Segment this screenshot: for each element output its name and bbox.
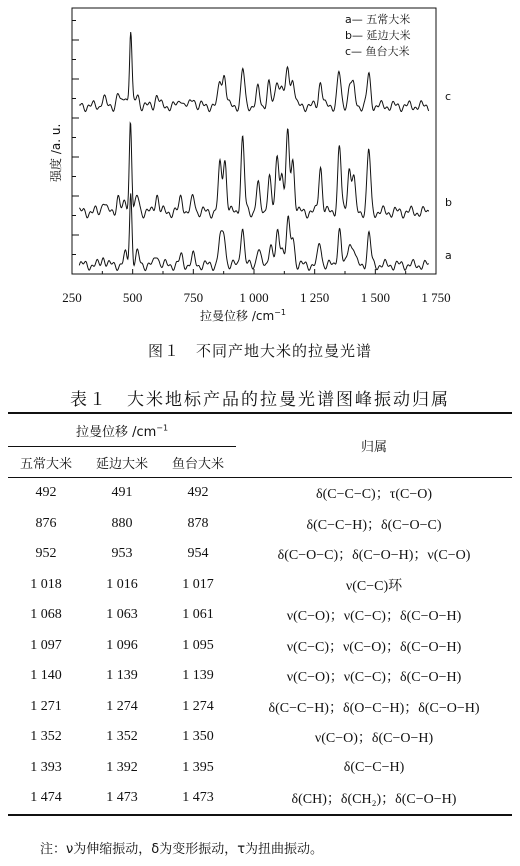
shift-cell: 492 bbox=[187, 485, 209, 501]
attribution-cell: ν(C−O)；δ(C−O−H) bbox=[314, 731, 434, 747]
col-header-wuchang: 五常大米 bbox=[8, 447, 84, 478]
x-tick-label: 750 bbox=[183, 290, 204, 305]
shift-cell: 1 474 bbox=[8, 783, 84, 815]
table-note: 注：ν为伸缩振动，δ为变形振动，τ为扭曲振动。 bbox=[40, 842, 324, 857]
attribution-cell: δ(C−O−C)；δ(C−O−H)；ν(C−O) bbox=[277, 548, 471, 564]
spectrum-line-a bbox=[79, 193, 428, 270]
table-row bbox=[8, 783, 512, 815]
figure-caption: 图１ 不同产地大米的拉曼光谱 bbox=[147, 342, 372, 360]
y-axis-label: 强度 /a. u. bbox=[49, 123, 63, 182]
curve-label-a: a bbox=[445, 249, 452, 262]
shift-cell: 1 018 bbox=[30, 576, 62, 592]
shift-cell: 952 bbox=[35, 546, 57, 562]
shift-cell: 1 392 bbox=[106, 759, 138, 775]
shift-cell: 1 274 bbox=[182, 698, 214, 714]
shift-cell: 1 061 bbox=[182, 607, 214, 623]
attribution-cell: ν(C−C)；ν(C−O)；δ(C−O−H) bbox=[286, 639, 462, 655]
raman-peak-table bbox=[8, 412, 512, 816]
shift-cell: 878 bbox=[187, 515, 209, 531]
shift-cell: 1 274 bbox=[106, 698, 138, 714]
shift-cell: 1 063 bbox=[106, 607, 138, 623]
spectra-lines bbox=[79, 32, 428, 271]
shift-cell: 1 395 bbox=[182, 759, 214, 775]
raman-spectrum-chart bbox=[0, 0, 520, 340]
shift-cell: 491 bbox=[111, 485, 133, 501]
table-title: 表１ 大米地标产品的拉曼光谱图峰振动归属 bbox=[70, 390, 450, 410]
shift-cell: 1 140 bbox=[30, 668, 62, 684]
shift-cell: 1 393 bbox=[30, 759, 62, 775]
shift-cell: 1 473 bbox=[84, 783, 160, 815]
x-tick-label: 1 750 bbox=[421, 290, 451, 305]
shift-group-header: 拉曼位移 $/cm^{-1}$ bbox=[8, 413, 236, 447]
attribution-cell: δ(C−C−H)；δ(C−O−C) bbox=[306, 517, 442, 533]
table-row bbox=[8, 539, 512, 570]
table-row bbox=[8, 570, 512, 601]
x-tick-label: 1 500 bbox=[360, 290, 390, 305]
legend-entry-c: c— 鱼台大米 bbox=[345, 45, 410, 58]
table-row bbox=[8, 722, 512, 753]
attribution-cell: ν(C−O)；ν(C−C)；δ(C−O−H) bbox=[286, 609, 462, 625]
col-header-yanbian: 延边大米 bbox=[84, 447, 160, 478]
attribution-cell: ν(C−C)环 bbox=[345, 578, 403, 594]
shift-cell: 1 350 bbox=[182, 729, 214, 745]
table-body bbox=[8, 478, 512, 815]
shift-cell: 1 068 bbox=[30, 607, 62, 623]
y-axis-ticks bbox=[72, 21, 79, 255]
shift-cell: 1 473 bbox=[160, 783, 236, 815]
x-tick-label: 1 250 bbox=[300, 290, 330, 305]
legend-entry-a: a— 五常大米 bbox=[345, 13, 411, 26]
table-row bbox=[8, 509, 512, 540]
table-row bbox=[8, 753, 512, 784]
shift-cell: 1 096 bbox=[106, 637, 138, 653]
legend bbox=[345, 12, 410, 58]
shift-cell: 1 139 bbox=[182, 668, 214, 684]
curve-label-b: b bbox=[445, 196, 452, 209]
attribution-cell: δ(C−C−H) bbox=[343, 759, 405, 775]
shift-cell: 1 352 bbox=[106, 729, 138, 745]
col-header-yutai: 鱼台大米 bbox=[160, 447, 236, 478]
attribution-header: 归属 bbox=[236, 413, 512, 478]
x-tick-label: 1 000 bbox=[239, 290, 269, 305]
curve-labels bbox=[445, 90, 452, 262]
legend-entry-b: b— 延边大米 bbox=[345, 29, 411, 42]
attribution-cell: δ(C−C−H)；δ(O−C−H)；δ(C−O−H) bbox=[268, 700, 480, 716]
spectrum-line-c bbox=[79, 32, 428, 112]
shift-cell: 1 271 bbox=[30, 698, 62, 714]
shift-cell: 1 352 bbox=[30, 729, 62, 745]
x-axis-label: 拉曼位移 $/cm^{-1}$ bbox=[200, 308, 286, 323]
shift-cell: 880 bbox=[111, 515, 133, 531]
shift-cell: 1 017 bbox=[182, 576, 214, 592]
attribution-cell: δ(CH)；δ(CH₂)；δ(C−O−H) bbox=[236, 783, 512, 815]
x-tick-label: 500 bbox=[122, 290, 143, 305]
shift-cell: 1 095 bbox=[182, 637, 214, 653]
attribution-cell: ν(C−O)；ν(C−C)；δ(C−O−H) bbox=[286, 670, 462, 686]
shift-cell: 954 bbox=[187, 546, 209, 562]
attribution-cell: δ(C−C−C)；τ(C−O) bbox=[315, 487, 433, 503]
x-axis-label-sup: −1 bbox=[274, 308, 286, 317]
shift-cell: 1 016 bbox=[106, 576, 138, 592]
table-row bbox=[8, 478, 512, 509]
shift-cell: 1 097 bbox=[30, 637, 62, 653]
shift-cell: 492 bbox=[35, 485, 57, 501]
shift-cell: 1 139 bbox=[106, 668, 138, 684]
shift-cell: 953 bbox=[111, 546, 133, 562]
table-row bbox=[8, 631, 512, 662]
shift-group-header-sup: −1 bbox=[156, 423, 169, 433]
table-row bbox=[8, 661, 512, 692]
table-row bbox=[8, 600, 512, 631]
table-row bbox=[8, 692, 512, 723]
x-tick-label: 250 bbox=[62, 290, 82, 305]
shift-cell: 876 bbox=[35, 515, 57, 531]
curve-label-c: c bbox=[445, 90, 452, 103]
